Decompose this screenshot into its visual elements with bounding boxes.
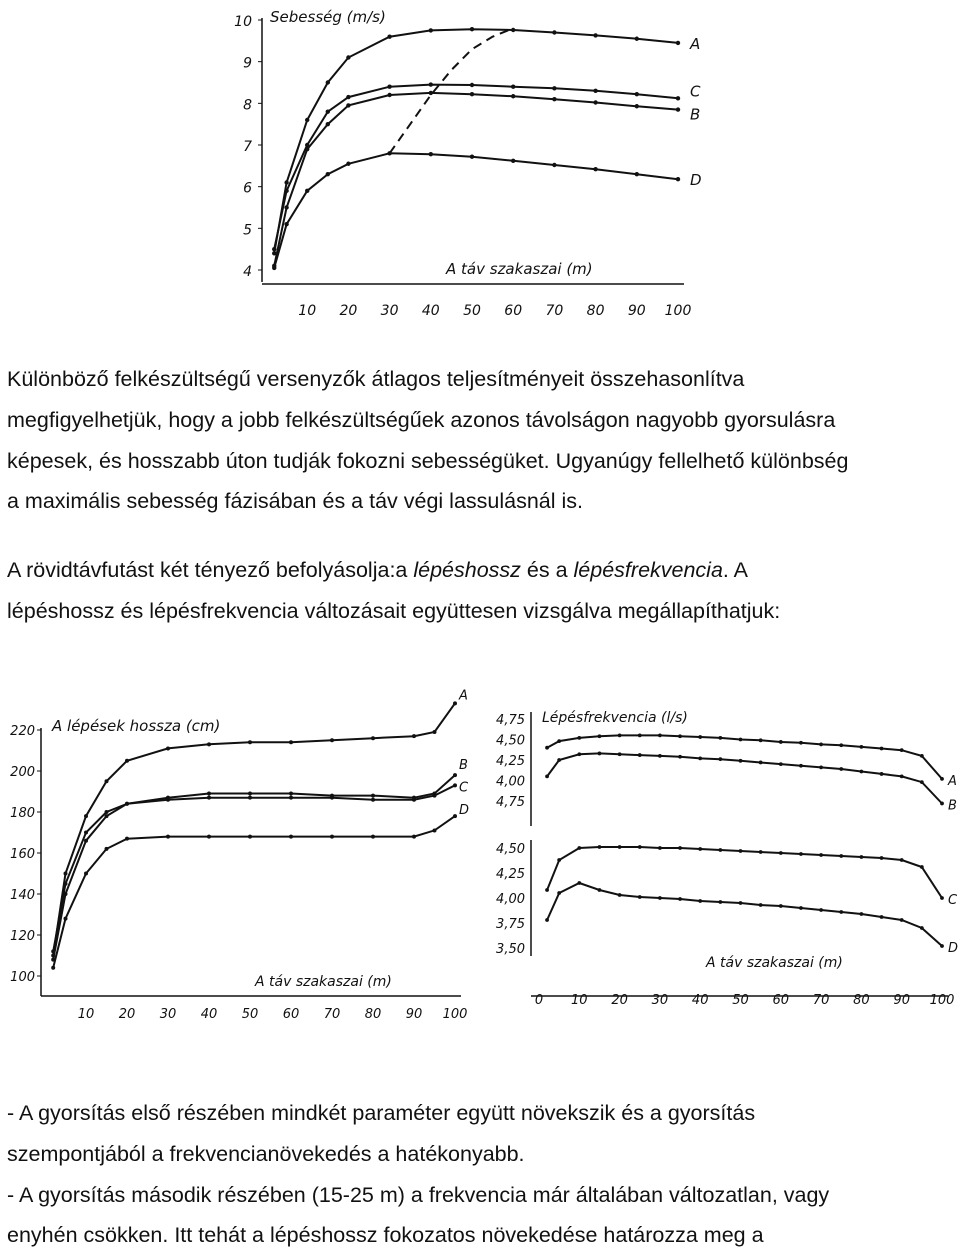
step-length-chart (0, 688, 480, 1028)
y-tick-label: 10 (234, 14, 252, 30)
data-point (387, 93, 391, 97)
x-tick-label: 90 (627, 303, 646, 319)
data-point (272, 247, 276, 251)
data-point (900, 775, 904, 779)
data-point (739, 738, 743, 742)
data-point (284, 222, 288, 226)
data-point (940, 896, 944, 900)
data-point (759, 761, 763, 765)
data-point (718, 736, 722, 740)
y-tick-label: 3,50 (496, 942, 525, 957)
data-point (920, 754, 924, 758)
data-point (545, 746, 549, 750)
series-label: D (459, 803, 470, 819)
text-fragment: és a (520, 558, 574, 582)
data-point (557, 739, 561, 743)
data-point (511, 159, 515, 163)
data-point (658, 734, 662, 738)
x-tick-label: 20 (118, 1007, 136, 1022)
data-point (618, 845, 622, 849)
x-tick-label: 30 (380, 303, 399, 319)
data-point (105, 810, 109, 814)
data-point (880, 915, 884, 919)
data-point (839, 767, 843, 771)
series-label: D (948, 941, 959, 956)
series-label: C (948, 893, 958, 908)
text-line: lépéshossz és lépésfrekvencia változásait együttesen vizsgálva megállapíthatjuk: (7, 598, 781, 623)
data-point (84, 814, 88, 818)
data-point (819, 765, 823, 769)
data-point (346, 162, 350, 166)
data-point (598, 845, 602, 849)
y-tick-label: 8 (243, 97, 252, 114)
data-point (920, 865, 924, 869)
x-tick-label: 60 (772, 993, 790, 1008)
data-point (248, 792, 252, 796)
series-line-a (53, 703, 455, 955)
data-point (698, 735, 702, 739)
data-point (635, 92, 639, 96)
series-line-b (547, 753, 942, 803)
data-point (635, 37, 639, 41)
data-point (577, 846, 581, 850)
data-point (618, 734, 622, 738)
data-point (289, 792, 293, 796)
data-point (84, 839, 88, 843)
data-point (940, 944, 944, 948)
data-point (880, 747, 884, 751)
data-point (593, 167, 597, 171)
x-axis-label: A táv szakaszai (m) (706, 955, 843, 971)
text-line: megfigyelhetjük, hogy a jobb felkészültségűek azonos távolságon nagyobb gyorsulásra (7, 407, 836, 432)
x-tick-label: 20 (611, 993, 628, 1008)
data-point (940, 777, 944, 781)
data-point (346, 55, 350, 59)
text-line: képesek, és hosszabb úton tudják fokozni sebességüket. Ugyanúgy fellelhető különbség (7, 448, 849, 473)
data-point (676, 107, 680, 111)
data-point (920, 780, 924, 784)
data-point (880, 856, 884, 860)
data-point (433, 730, 437, 734)
data-point (635, 104, 639, 108)
data-point (598, 752, 602, 756)
data-point (453, 701, 457, 705)
series-label: A (459, 688, 468, 704)
data-point (557, 858, 561, 862)
y-tick-label: 180 (10, 806, 35, 821)
data-point (284, 205, 288, 209)
data-point (718, 900, 722, 904)
data-point (429, 82, 433, 86)
x-tick-label: 90 (405, 1007, 423, 1022)
data-point (545, 888, 549, 892)
data-point (284, 189, 288, 193)
data-point (248, 835, 252, 839)
text-line: - A gyorsítás első részében mindkét paraméter együtt növekszik és a gyorsítás (7, 1101, 756, 1125)
data-point (207, 742, 211, 746)
series-label: C (459, 780, 469, 796)
data-point (698, 847, 702, 851)
data-point (860, 855, 864, 859)
data-point (638, 845, 642, 849)
data-point (64, 882, 68, 886)
data-point (470, 27, 474, 31)
data-point (207, 792, 211, 796)
y-tick-label: 4,00 (496, 892, 525, 907)
series-line-d (274, 153, 678, 268)
data-point (920, 926, 924, 930)
data-point (940, 802, 944, 806)
data-point (598, 734, 602, 738)
data-point (718, 757, 722, 761)
data-point (125, 837, 129, 841)
data-point (557, 891, 561, 895)
y-tick-label: 120 (10, 929, 35, 944)
data-point (676, 177, 680, 181)
data-point (819, 743, 823, 747)
y-tick-label: 5 (243, 222, 252, 239)
data-point (166, 798, 170, 802)
data-point (125, 802, 129, 806)
data-point (51, 966, 55, 970)
speed-chart (228, 0, 728, 330)
data-point (125, 759, 129, 763)
data-point (387, 151, 391, 155)
x-tick-label: 10 (77, 1007, 95, 1022)
x-tick-label: 70 (812, 993, 830, 1008)
max-speed-dashed-line (390, 28, 514, 153)
data-point (577, 736, 581, 740)
series-line-b (274, 93, 678, 266)
paragraph-conclusions (7, 1093, 829, 1256)
data-point (470, 83, 474, 87)
data-point (678, 897, 682, 901)
data-point (860, 745, 864, 749)
data-point (511, 94, 515, 98)
x-tick-label: 30 (159, 1007, 177, 1022)
series-label: B (948, 798, 957, 814)
data-point (658, 754, 662, 758)
x-tick-label: 60 (282, 1007, 300, 1022)
data-point (839, 854, 843, 858)
x-tick-label: 90 (893, 993, 910, 1008)
data-point (207, 835, 211, 839)
text-line: - A gyorsítás második részében (15-25 m) a frekvencia már általában változatlan, vagy (7, 1182, 830, 1207)
data-point (305, 118, 309, 122)
data-point (371, 794, 375, 798)
y-tick-label: 7 (243, 139, 252, 155)
x-tick-label: 20 (339, 303, 358, 319)
text-fragment: A rövidtávfutást két tényező befolyásolja:a (7, 558, 414, 582)
series-label: A (690, 34, 701, 53)
data-point (330, 796, 334, 800)
series-line-c (547, 847, 942, 898)
data-point (289, 796, 293, 800)
data-point (346, 95, 350, 99)
data-point (387, 84, 391, 88)
y-tick-label: 6 (243, 180, 252, 197)
series-line-c (53, 785, 455, 951)
y-tick-label: 100 (10, 970, 35, 985)
text-line: szempontjából a frekvencianövekedés a hatékonyabb. (7, 1141, 525, 1166)
data-point (326, 122, 330, 126)
data-point (511, 28, 515, 32)
data-point (166, 835, 170, 839)
text-fragment: . A (722, 558, 749, 582)
y-tick-label: 4,50 (496, 842, 525, 857)
data-point (289, 835, 293, 839)
x-tick-label: 50 (241, 1007, 259, 1022)
text-line: enyhén csökken. Itt tehát a lépéshossz fokozatos növekedése határozza meg a (7, 1223, 764, 1248)
data-point (593, 89, 597, 93)
data-point (412, 835, 416, 839)
x-tick-label: 80 (853, 993, 870, 1008)
series-label: C (690, 82, 701, 101)
chart-title: Lépésfrekvencia (l/s) (542, 710, 688, 726)
y-tick-label: 4,25 (496, 754, 525, 769)
y-tick-label: 140 (10, 888, 35, 903)
data-point (326, 109, 330, 113)
data-point (248, 796, 252, 800)
data-point (326, 172, 330, 176)
x-tick-label: 10 (571, 993, 588, 1008)
data-point (346, 103, 350, 107)
data-point (552, 163, 556, 167)
data-point (371, 736, 375, 740)
data-point (64, 872, 68, 876)
data-point (330, 738, 334, 742)
y-tick-label: 3,75 (496, 917, 525, 932)
data-point (552, 30, 556, 34)
data-point (635, 172, 639, 176)
x-axis-label: A táv szakaszai (m) (255, 974, 392, 990)
data-point (860, 770, 864, 774)
series-label: D (690, 171, 702, 190)
series-line-d (547, 883, 942, 946)
data-point (593, 100, 597, 104)
data-point (779, 904, 783, 908)
data-point (433, 828, 437, 832)
data-point (207, 796, 211, 800)
data-point (678, 755, 682, 759)
x-axis-label: A táv szakaszai (m) (446, 260, 593, 278)
data-point (289, 740, 293, 744)
data-point (64, 917, 68, 921)
x-tick-label: 30 (651, 993, 669, 1008)
x-tick-label: 80 (364, 1007, 382, 1022)
data-point (166, 746, 170, 750)
data-point (326, 80, 330, 84)
data-point (638, 895, 642, 899)
data-point (429, 152, 433, 156)
data-point (577, 881, 581, 885)
data-point (819, 853, 823, 857)
paragraph-factors (7, 550, 780, 632)
data-point (698, 756, 702, 760)
data-point (779, 762, 783, 766)
data-point (429, 28, 433, 32)
data-point (387, 34, 391, 38)
data-point (412, 798, 416, 802)
x-tick-label: 40 (200, 1007, 218, 1022)
data-point (248, 740, 252, 744)
series-label: A (948, 773, 957, 789)
data-point (105, 847, 109, 851)
data-point (759, 903, 763, 907)
x-tick-label: 0 (534, 993, 544, 1008)
data-point (557, 758, 561, 762)
data-point (577, 752, 581, 756)
data-point (638, 753, 642, 757)
data-point (470, 92, 474, 96)
data-point (860, 912, 864, 916)
data-point (678, 846, 682, 850)
x-tick-label: 40 (421, 303, 440, 319)
data-point (759, 850, 763, 854)
x-tick-label: 50 (732, 993, 749, 1008)
data-point (305, 189, 309, 193)
x-tick-label: 100 (664, 303, 692, 319)
data-point (839, 743, 843, 747)
data-point (799, 764, 803, 768)
chart-title: Sebesség (m/s) (270, 8, 386, 26)
y-tick-label: 4,25 (496, 867, 525, 882)
data-point (453, 814, 457, 818)
data-point (779, 851, 783, 855)
data-point (900, 748, 904, 752)
data-point (799, 852, 803, 856)
term-step-frequency: lépésfrekvencia (573, 558, 723, 582)
x-tick-label: 100 (442, 1007, 468, 1022)
y-tick-label: 4,00 (496, 774, 525, 790)
data-point (676, 96, 680, 100)
data-point (819, 908, 823, 912)
y-tick-label: 9 (243, 55, 252, 72)
data-point (453, 783, 457, 787)
y-tick-label: 4,50 (496, 733, 525, 749)
data-point (739, 849, 743, 853)
x-tick-label: 100 (929, 993, 955, 1008)
data-point (658, 846, 662, 850)
data-point (880, 772, 884, 776)
data-point (676, 41, 680, 45)
data-point (305, 147, 309, 151)
data-point (739, 901, 743, 905)
data-point (433, 794, 437, 798)
data-point (552, 86, 556, 90)
data-point (779, 740, 783, 744)
x-tick-label: 10 (298, 303, 317, 319)
series-line-d (53, 816, 455, 968)
y-tick-label: 4,75 (496, 713, 525, 728)
data-point (839, 910, 843, 914)
data-point (552, 97, 556, 101)
text-line: a maximális sebesség fázisában és a táv végi lassulásnál is. (7, 489, 584, 514)
data-point (545, 918, 549, 922)
text-line (7, 550, 780, 591)
step-frequency-chart (484, 698, 960, 1028)
data-point (678, 734, 682, 738)
data-point (900, 918, 904, 922)
data-point (284, 180, 288, 184)
data-point (698, 899, 702, 903)
series-line-a (274, 29, 678, 253)
data-point (799, 906, 803, 910)
series-label: B (459, 758, 468, 774)
data-point (638, 734, 642, 738)
data-point (658, 896, 662, 900)
data-point (371, 835, 375, 839)
y-tick-label: 160 (10, 847, 35, 862)
data-point (412, 734, 416, 738)
data-point (900, 858, 904, 862)
data-point (511, 84, 515, 88)
paragraph-comparison (7, 359, 848, 522)
x-tick-label: 70 (323, 1007, 341, 1022)
y-tick-label: 200 (10, 765, 35, 780)
x-tick-label: 70 (545, 303, 564, 319)
data-point (470, 154, 474, 158)
data-point (759, 738, 763, 742)
data-point (105, 779, 109, 783)
text-line: Különböző felkészültségű versenyzők átlagos teljesítményeit összehasonlítva (7, 367, 745, 391)
x-tick-label: 50 (463, 303, 481, 319)
data-point (429, 91, 433, 95)
series-label: B (690, 105, 701, 124)
x-tick-label: 40 (691, 993, 709, 1008)
data-point (272, 266, 276, 270)
series-line-c (274, 85, 678, 250)
data-point (84, 831, 88, 835)
data-point (371, 798, 375, 802)
data-point (84, 872, 88, 876)
data-point (593, 33, 597, 37)
data-point (618, 752, 622, 756)
x-tick-label: 80 (586, 303, 605, 319)
data-point (799, 741, 803, 745)
chart-title: A lépések hossza (cm) (52, 717, 221, 735)
data-point (718, 848, 722, 852)
series-line-b (53, 775, 455, 960)
data-point (330, 835, 334, 839)
y-tick-label: 220 (10, 724, 35, 739)
data-point (618, 893, 622, 897)
data-point (51, 949, 55, 953)
data-point (545, 775, 549, 779)
data-point (598, 888, 602, 892)
data-point (739, 759, 743, 763)
y-tick-label: 4 (243, 264, 252, 280)
data-point (453, 773, 457, 777)
term-step-length: lépéshossz (413, 558, 521, 582)
x-tick-label: 60 (504, 303, 523, 319)
series-line-a (547, 735, 942, 779)
y-tick-label: 4,75 (496, 795, 525, 810)
